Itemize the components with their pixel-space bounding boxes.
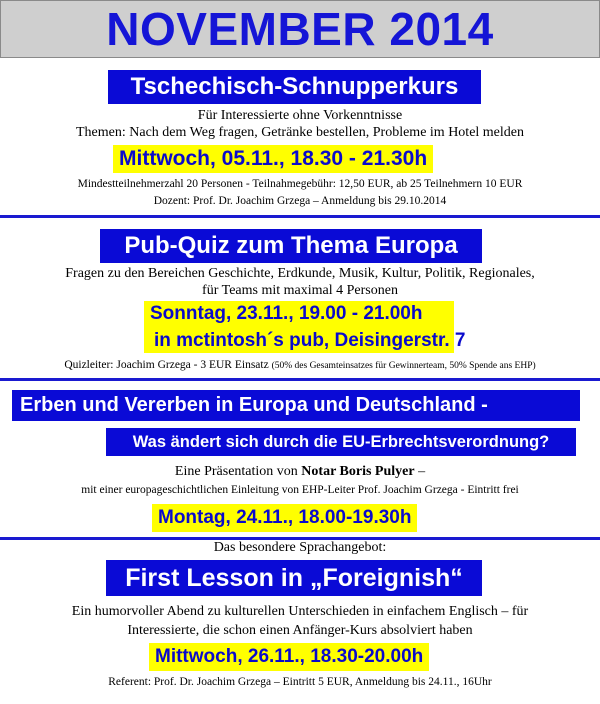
event1-line2: Themen: Nach dem Weg fragen, Getränke bestellen, Probleme im Hotel melden: [75, 125, 524, 140]
event2-line1: Fragen zu den Bereichen Geschichte, Erdkunde, Musik, Kultur, Politik, Regionales,: [65, 266, 535, 281]
event1-info1: Mindestteilnehmerzahl 20 Personen - Teilnahmegebühr: 12,50 EUR, ab 25 Teilnehmern 10 EUR: [77, 178, 523, 190]
event1-heading-text: Tschechisch-Schnupperkurs: [130, 73, 459, 100]
event2-place-text: in mctintosh´s pub, Deisingerstr. 7: [154, 330, 466, 351]
event4-date-text: Mittwoch, 26.11., 18.30-20.00h: [155, 646, 424, 667]
event4-info: Referent: Prof. Dr. Joachim Grzega – Eintritt 5 EUR, Anmeldung bis 24.11., 16Uhr: [108, 676, 492, 688]
event3-line2: mit einer europageschichtlichen Einleitung von EHP-Leiter Prof. Joachim Grzega - Eintritt frei: [81, 484, 519, 496]
event1-info2: Dozent: Prof. Dr. Joachim Grzega – Anmeldung bis 29.10.2014: [153, 195, 447, 207]
divider-2: [0, 378, 600, 381]
page-header: [0, 0, 600, 58]
event2-info-note: (50% des Gesamteinsatzes für Gewinnerteam, 50% Spende ans EHP): [271, 361, 536, 371]
event4-date: [149, 643, 429, 671]
event1-line1: Für Interessierte ohne Vorkenntnisse: [197, 108, 403, 123]
event3-date-text: Montag, 24.11., 18.00-19.30h: [158, 507, 412, 528]
event3-line1-pre: Eine Präsentation von: [174, 464, 302, 479]
event3-subheading: [106, 428, 576, 456]
event1-date-text: Mittwoch, 05.11., 18.30 - 21.30h: [119, 147, 428, 170]
event2-heading: [100, 229, 482, 263]
event2-heading-text: Pub-Quiz zum Thema Europa: [124, 232, 458, 259]
event3-line1: [0, 464, 600, 480]
divider-1: [0, 215, 600, 218]
event3-heading-text: Erben und Vererben in Europa und Deutschland -: [20, 394, 488, 416]
event4-intro: Das besondere Sprachangebot:: [213, 540, 387, 555]
event4-line1: Ein humorvoller Abend zu kulturellen Unterschieden in einfachem Englisch – für: [71, 604, 529, 619]
event2-date-block: [144, 301, 466, 353]
event2-info-main: Quizleiter: Joachim Grzega - 3 EUR Einsatz: [64, 359, 269, 371]
event4-heading-text: First Lesson in „Foreignish“: [125, 564, 463, 592]
event2-date: Sonntag, 23.11., 19.00 - 21.00h: [150, 303, 423, 324]
event2-line2: für Teams mit maximal 4 Personen: [202, 283, 398, 298]
event3-heading: [12, 390, 580, 421]
event1-date: [113, 145, 433, 173]
page-title: NOVEMBER 2014: [106, 3, 494, 55]
event4-heading: [106, 560, 482, 596]
event4-line2: Interessierte, die schon einen Anfänger-Kurs absolviert haben: [127, 623, 473, 638]
event3-presenter: Notar Boris Pulyer: [301, 464, 415, 479]
event2-info: [0, 359, 600, 371]
event3-line1-post: –: [414, 464, 426, 479]
event2-place: [150, 328, 466, 353]
event1-heading: [108, 70, 481, 104]
event3-subheading-text: Was ändert sich durch die EU-Erbrechtsverordnung?: [132, 433, 550, 451]
event3-date: [152, 504, 417, 532]
